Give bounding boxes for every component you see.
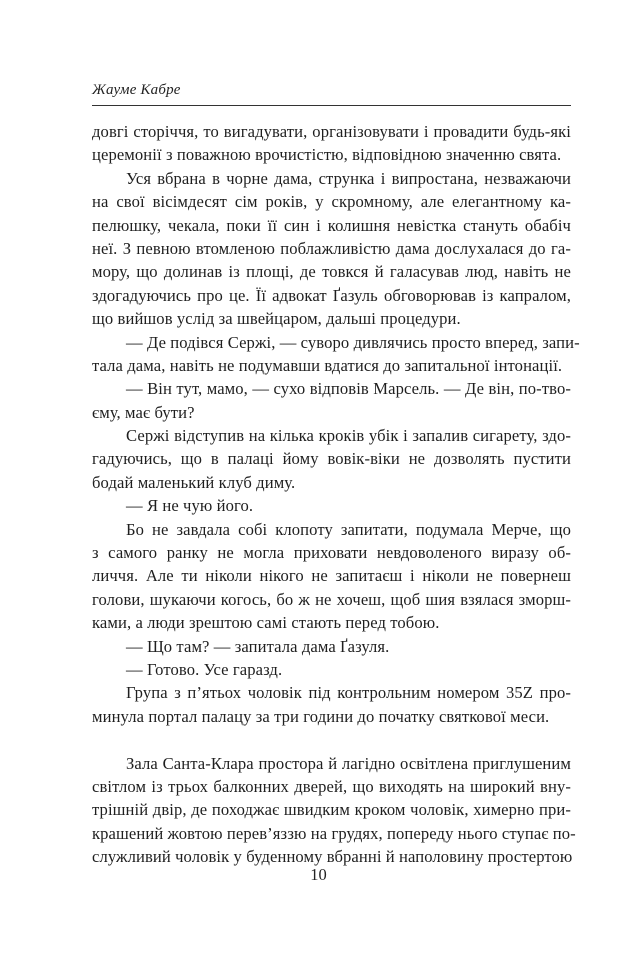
text-line: здогадуючись про це. Її адвокат Ґазуль обговорював із капралом, bbox=[92, 285, 571, 305]
text-line: тала дама, навіть не подумавши вдатися до запитальної інтонації. bbox=[92, 355, 563, 375]
body-text bbox=[92, 120, 580, 869]
text-line: гадуючись, що в палаці йому вовік-віки не дозволять пустити bbox=[92, 449, 571, 469]
header-rule bbox=[92, 105, 571, 106]
text-line: на свої вісімдесят сім років, у скромному, але елегантному ка- bbox=[92, 192, 571, 212]
text-line: — Він тут, мамо, — сухо відповів Марсель. — Де він, по-тво- bbox=[126, 379, 571, 399]
text-line: голови, шукаючи когось, бо ж не хочеш, щоб шия взялася зморш- bbox=[92, 589, 571, 609]
section-break bbox=[92, 728, 571, 751]
text-line: служливий чоловік у буденному вбранні й наполовину простертою bbox=[92, 847, 573, 867]
text-line: пелюшку, чекала, поки її син і колишня невістка стануть обабіч bbox=[92, 215, 571, 235]
text-line: бодай маленький клуб диму. bbox=[92, 472, 296, 492]
text-line: минула портал палацу за три години до початку святкової меси. bbox=[92, 706, 550, 726]
text-line: мору, що долинав із площі, де товкся й галасував люд, навіть не bbox=[92, 262, 571, 282]
text-line: що вийшов услід за швейцаром, дальші процедури. bbox=[92, 309, 461, 329]
text-line: — Я не чую його. bbox=[126, 496, 254, 516]
text-line: ками, а люди зрештою самі стають перед тобою. bbox=[92, 613, 440, 633]
text-line: личчя. Але ти ніколи нікого не запитаєш і ніколи не повернеш bbox=[92, 566, 571, 586]
text-line: трішній двір, де походжає швидким кроком чоловік, химерно при- bbox=[92, 800, 571, 820]
text-line: крашений жовтою перев’яззю на грудях, попереду нього ступає по- bbox=[92, 823, 576, 843]
text-line: з самого ранку не могла приховати невдоволеного виразу об- bbox=[92, 543, 571, 563]
text-line: Група з п’ятьох чоловік під контрольним номером 35Z про- bbox=[126, 683, 571, 703]
text-line: — Готово. Усе гаразд. bbox=[126, 659, 283, 679]
text-line: Бо не завдала собі клопоту запитати, подумала Мерче, що bbox=[126, 519, 571, 539]
text-line: церемонії з поважною врочистістю, відповідною значенню свята. bbox=[92, 145, 562, 165]
text-line: Уся вбрана в чорне дама, струнка і випростана, незважаючи bbox=[126, 168, 571, 188]
text-line: єму, має бути? bbox=[92, 402, 195, 422]
text-line: — Що там? — запитала дама Ґазуля. bbox=[126, 636, 390, 656]
running-head-author: Жауме Кабре bbox=[92, 82, 181, 98]
text-line: світлом із трьох балконних дверей, що виходять на широкий вну- bbox=[92, 776, 571, 796]
text-line: неї. З певною втомленою поблажливістю дама дослухалася до га- bbox=[92, 238, 571, 258]
text-line: Зала Санта-Клара простора й лагідно освітлена приглушеним bbox=[126, 753, 571, 773]
text-line: довгі сторіччя, то вигадувати, організовувати і провадити будь-які bbox=[92, 122, 571, 141]
page-number: 10 bbox=[310, 865, 327, 884]
text-line: Сержі відступив на кілька кроків убік і запалив сигарету, здо- bbox=[126, 426, 571, 446]
text-line: — Де подівся Сержі, — суворо дивлячись просто вперед, запи- bbox=[126, 332, 580, 352]
